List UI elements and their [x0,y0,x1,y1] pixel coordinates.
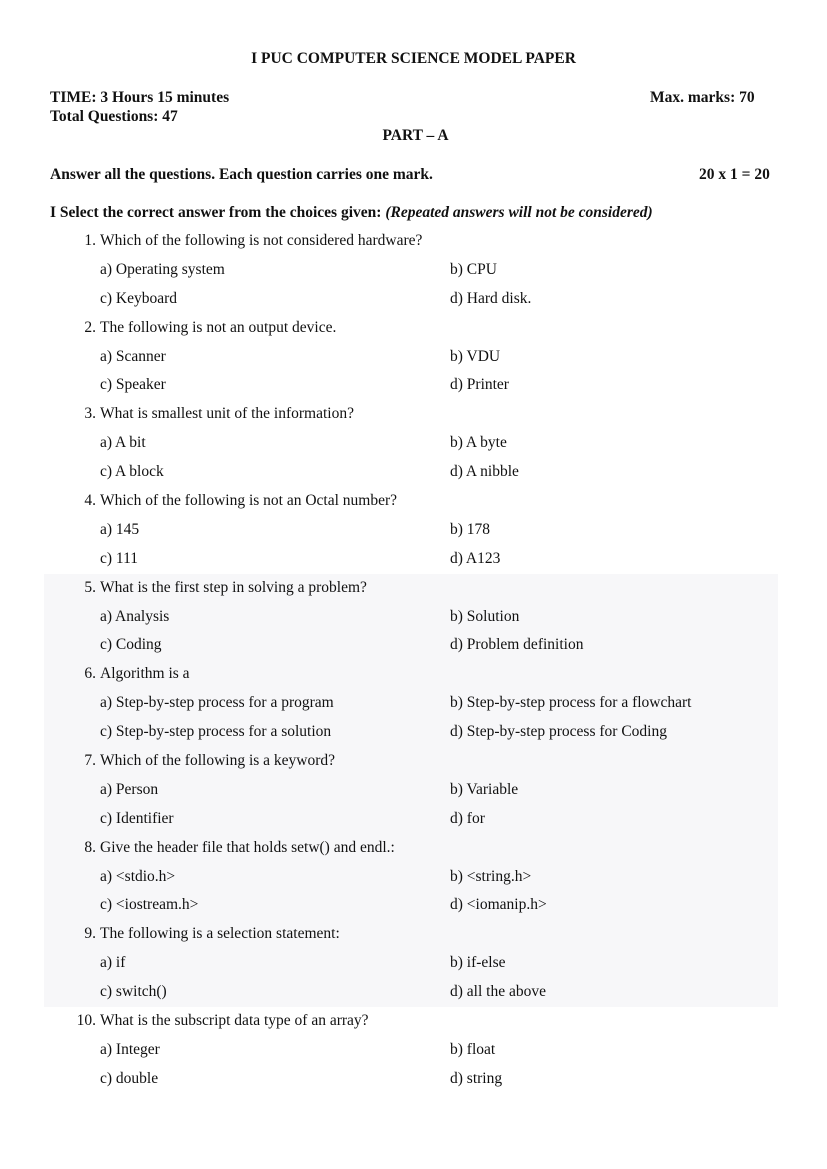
option-a: a) Step-by-step process for a program [100,694,334,712]
option-c: c) double [100,1069,159,1087]
part-heading: PART – A [382,127,449,144]
question-number: 2. [84,318,96,336]
option-c: c) Speaker [100,376,166,394]
question-text: Which of the following is not an Octal number? [100,492,398,510]
question-item [44,487,778,574]
question-number: 3. [84,405,96,423]
question-text: Give the header file that holds setw() and endl.: [100,838,395,856]
question-item [44,314,778,401]
option-b: b) float [450,1040,496,1058]
option-b: b) <string.h> [450,867,532,885]
option-d: d) Hard disk. [450,289,532,307]
option-c: c) 111 [100,549,139,567]
question-text: The following is not an output device. [100,318,337,336]
question-text: Which of the following is a keyword? [100,752,336,770]
question-text: Which of the following is not considered hardware? [100,232,423,249]
question-item [44,660,778,747]
option-b: b) A byte [450,434,507,452]
question-list [44,227,778,1094]
exam-time: TIME: 3 Hours 15 minutes [50,89,230,106]
question-item [44,747,778,834]
option-d: d) A nibble [450,463,519,481]
question-number: 5. [84,578,96,596]
option-a: a) if [100,954,126,972]
question-number: 8. [84,838,96,856]
section-heading [50,204,653,222]
question-number: 1. [84,232,96,249]
option-b: b) VDU [450,347,501,365]
option-d: d) A123 [450,549,501,567]
question-text: Algorithm is a [100,665,190,683]
option-d: d) all the above [450,983,546,1001]
question-item [44,227,778,314]
option-d: d) Problem definition [450,636,584,654]
option-b: b) Solution [450,607,520,625]
option-d: d) Printer [450,376,509,394]
section-heading-text: I Select the correct answer from the choices given: [50,204,382,221]
question-item [44,920,778,1007]
option-b: b) if-else [450,954,506,972]
option-a: a) <stdio.h> [100,867,176,885]
section-marks: 20 x 1 = 20 [699,166,770,183]
question-item [44,574,778,661]
question-item [44,400,778,487]
option-a: a) Operating system [100,260,225,278]
question-number: 4. [84,492,96,510]
question-text: What is the subscript data type of an array? [100,1012,369,1030]
option-c: c) Keyboard [100,289,178,307]
question-text: The following is a selection statement: [100,925,340,943]
option-b: b) Step-by-step process for a flowchart [450,694,692,712]
question-number: 10. [76,1012,96,1030]
section-note: (Repeated answers will not be considered) [385,204,653,221]
question-number: 7. [84,752,96,770]
max-marks: Max. marks: 70 [650,89,755,106]
option-d: d) for [450,809,485,827]
option-a: a) Analysis [100,607,170,625]
option-a: a) A bit [100,434,146,452]
option-d: d) string [450,1069,503,1087]
instruction-text: Answer all the questions. Each question carries one mark. [50,166,433,183]
option-c: c) switch() [100,983,167,1001]
option-c: c) Coding [100,636,162,654]
total-questions: Total Questions: 47 [50,108,178,125]
option-c: c) A block [100,463,164,481]
option-d: d) Step-by-step process for Coding [450,723,667,741]
paper-title: I PUC COMPUTER SCIENCE MODEL PAPER [251,50,576,67]
question-number: 6. [84,665,96,683]
option-b: b) 178 [450,520,491,538]
option-b: b) Variable [450,780,519,798]
option-c: c) Identifier [100,809,174,827]
option-a: a) Integer [100,1040,160,1058]
option-d: d) <iomanip.h> [450,896,547,914]
option-a: a) Scanner [100,347,166,365]
question-text: What is smallest unit of the information? [100,405,354,423]
option-c: c) Step-by-step process for a solution [100,723,332,741]
option-a: a) Person [100,780,159,798]
option-b: b) CPU [450,260,497,278]
option-c: c) <iostream.h> [100,896,199,914]
option-a: a) 145 [100,520,140,538]
question-item [44,1007,778,1094]
question-text: What is the first step in solving a problem? [100,578,367,596]
question-number: 9. [84,925,96,943]
question-item [44,834,778,921]
